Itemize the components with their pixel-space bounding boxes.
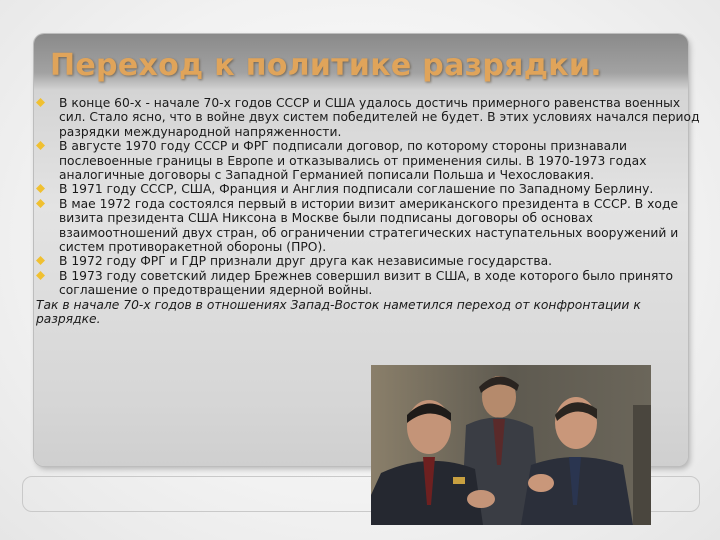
bullet-item	[36, 96, 702, 139]
bullet-text: В августе 1970 году СССР и ФРГ подписали договор, по которому стороны признавали послевоенные границы в Европе и отказывались от применения силы. В 1970-1973 годах аналогичные договоры с Западной Германией пописали Польша и Чехословакия.	[59, 139, 647, 183]
bullet-item	[36, 269, 702, 298]
diamond-bullet-icon	[36, 271, 45, 280]
slide-body	[36, 96, 702, 327]
bullet-text: В мае 1972 года состоялся первый в истории визит американского президента в СССР. В ходе визита президента США Никсона в Москве были подписаны договоры об основах взаимоотношений двух стран, об ограничении стратегических наступательных вооружений и систем противоракетной обороны (ПРО).	[59, 196, 679, 255]
diamond-bullet-icon	[36, 141, 45, 150]
diamond-bullet-icon	[36, 184, 45, 193]
bullet-text: В 1971 году СССР, США, Франция и Англия подписали соглашение по Западному Берлину.	[59, 182, 654, 197]
bullet-text: В конце 60-х - начале 70-х годов СССР и США удалось достичь примерного равенства военных сил. Стало ясно, что в войне двух систем победителей не будет. В этих условиях начался период разрядки международной напряженности.	[59, 96, 700, 139]
bullet-item	[36, 182, 702, 196]
diamond-bullet-icon	[36, 199, 45, 208]
diamond-bullet-icon	[36, 98, 45, 107]
bullet-text: В 1973 году советский лидер Брежнев совершил визит в США, в ходе которого было принято соглашение о предотвращении ядерной войны.	[59, 268, 674, 298]
bullet-item	[36, 254, 702, 268]
bullet-text: В 1972 году ФРГ и ГДР признали друг друга как независимые государства.	[59, 254, 553, 269]
slide-title: Переход к политике разрядки.	[50, 48, 602, 83]
bullet-item	[36, 197, 702, 255]
closing-paragraph: Так в начале 70-х годов в отношениях Запад-Восток наметился переход от конфронтации к разрядке.	[36, 297, 641, 327]
bullet-item	[36, 139, 702, 182]
bullet-list	[36, 96, 702, 298]
diamond-bullet-icon	[36, 256, 45, 265]
historical-photo	[371, 365, 651, 525]
